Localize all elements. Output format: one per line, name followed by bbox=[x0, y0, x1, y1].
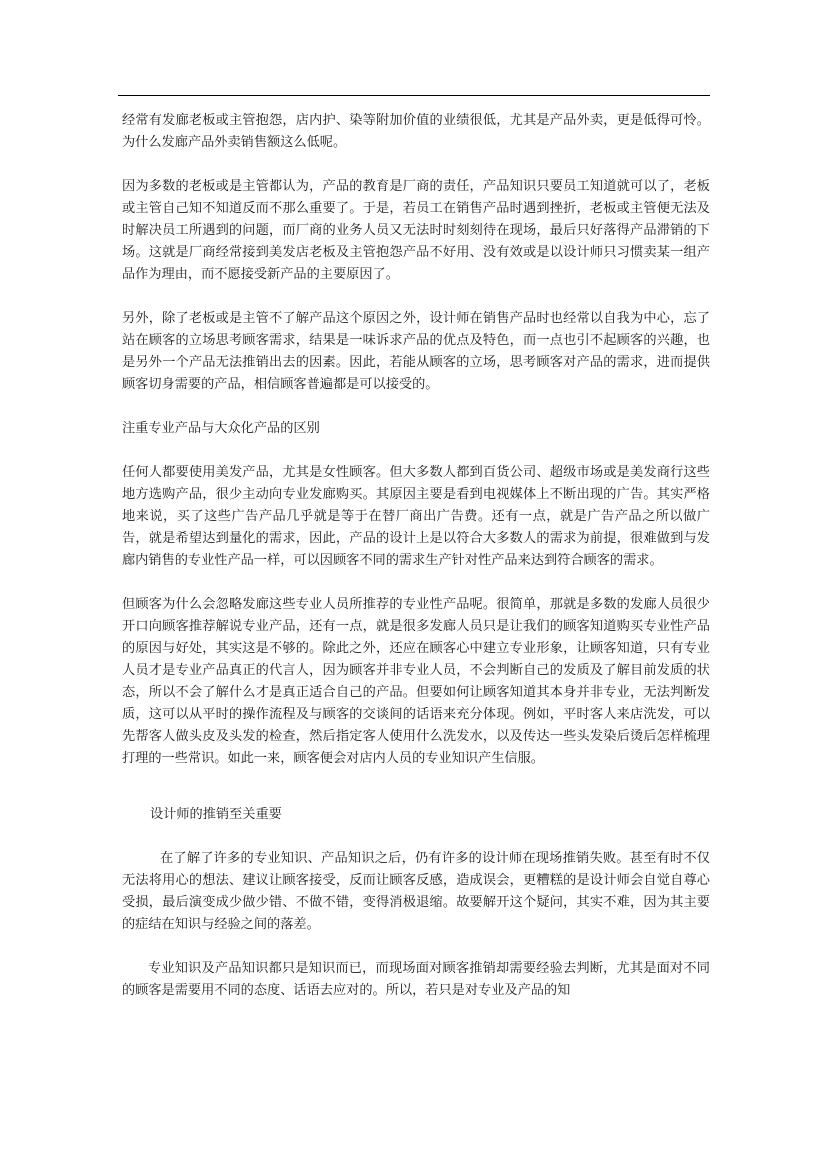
paragraph-1: 经常有发廊老板或主管抱怨，店内护、染等附加价值的业绩很低，尤其是产品外卖，更是低得可怜。为什么发廊产品外卖销售额这么低呢。 bbox=[122, 113, 710, 150]
paragraph-7: 专业知识及产品知识都只是知识而已，而现场面对顾客推销却需要经验去判断，尤其是面对不同的顾客是需要用不同的态度、话语去应对的。所以，若只是对专业及产品的知 bbox=[122, 961, 710, 998]
paragraph-5: 但顾客为什么会忽略发廊这些专业人员所推荐的专业性产品呢。很简单，那就是多数的发廊人员很少开口向顾客推荐解说专业产品，还有一点，就是很多发廊人员只是让我们的顾客知道购买专业性产品的原因与好处，其实这是不够的。除此之外，还应在顾客心中建立专业形象，让顾客知道，只有专业人员才是专业产品真正的代言人，因为顾客并非专业人员，不会判断自己的发质及了解目前发质的状态，所以不会了解什么才是真正适合自己的产品。但要如何让顾客知道其本身并非专业，无法判断发质，这可以从平时的操作流程及与顾客的交谈间的话语来充分体现。例如，平时客人来店洗发，可以先帮客人做头皮及头发的检查，然后指定客人使用什么洗发水，以及传达一些头发染后烫后怎样梳理打理的一些常识。如此一来，顾客便会对店内人员的专业知识产生信服。 bbox=[122, 597, 710, 766]
paragraph-gap bbox=[122, 936, 710, 958]
paragraph-gap bbox=[122, 396, 710, 418]
paragraph-gap bbox=[122, 826, 710, 848]
paragraph-gap bbox=[122, 572, 710, 594]
paragraph-3: 另外，除了老板或是主管不了解产品这个原因之外，设计师在销售产品时也经常以自我为中心，忘了站在顾客的立场思考顾客需求，结果是一味诉求产品的优点及特色，而一点也引不起顾客的兴趣，也是另外一个产品无法推销出去的因素。因此，若能从顾客的立场，思考顾客对产品的需求，进而提供顾客切身需要的产品，相信顾客普遍都是可以接受的。 bbox=[122, 311, 710, 392]
paragraph-2: 因为多数的老板或是主管都认为，产品的教育是厂商的责任，产品知识只要员工知道就可以了，老板或主管自己知不知道反而不那么重要了。于是，若员工在销售产品时遇到挫折，老板或主管便无法及时解决员工所遇到的问题，而厂商的业务人员又无法时时刻刻待在现场，最后只好落得产品滞销的下场。这就是厂商经常接到美发店老板及主管抱怨产品不好用、没有效或是以设计师只习惯卖某一组产品作为理由，而不愿接受新产品的主要原因了。 bbox=[122, 179, 710, 282]
section-heading-1: 注重专业产品与大众化产品的区别 bbox=[122, 421, 320, 436]
paragraph-gap bbox=[122, 286, 710, 308]
header-rule bbox=[118, 95, 710, 96]
document-body bbox=[122, 110, 710, 1002]
section-heading-2: 设计师的推销至关重要 bbox=[150, 807, 282, 822]
paragraph-gap bbox=[122, 440, 710, 462]
paragraph-4: 任何人都要使用美发产品，尤其是女性顾客。但大多数人都到百货公司、超级市场或是美发商行这些地方选购产品，很少主动向专业发廊购买。其原因主要是看到电视媒体上不断出现的广告。其实严格地来说，买了这些广告产品几乎就是等于在替厂商出广告费。还有一点，就是广告产品之所以做广告，就是希望达到量化的需求，因此，产品的设计上是以符合大多数人的需求为前提，很难做到与发廊内销售的专业性产品一样，可以因顾客不同的需求生产针对性产品来达到符合顾客的需求。 bbox=[122, 465, 710, 568]
paragraph-gap bbox=[122, 770, 710, 804]
paragraph-gap bbox=[122, 154, 710, 176]
paragraph-6: 在了解了许多的专业知识、产品知识之后，仍有许多的设计师在现场推销失败。甚至有时不仅无法将用心的想法、建议让顾客接受，反而让顾客反感，造成误会，更糟糕的是设计师会自觉自尊心受损，最后演变成少做少错、不做不错，变得消极退缩。故要解开这个疑问，其实不难，因为其主要的症结在知识与经验之间的落差。 bbox=[122, 851, 710, 932]
